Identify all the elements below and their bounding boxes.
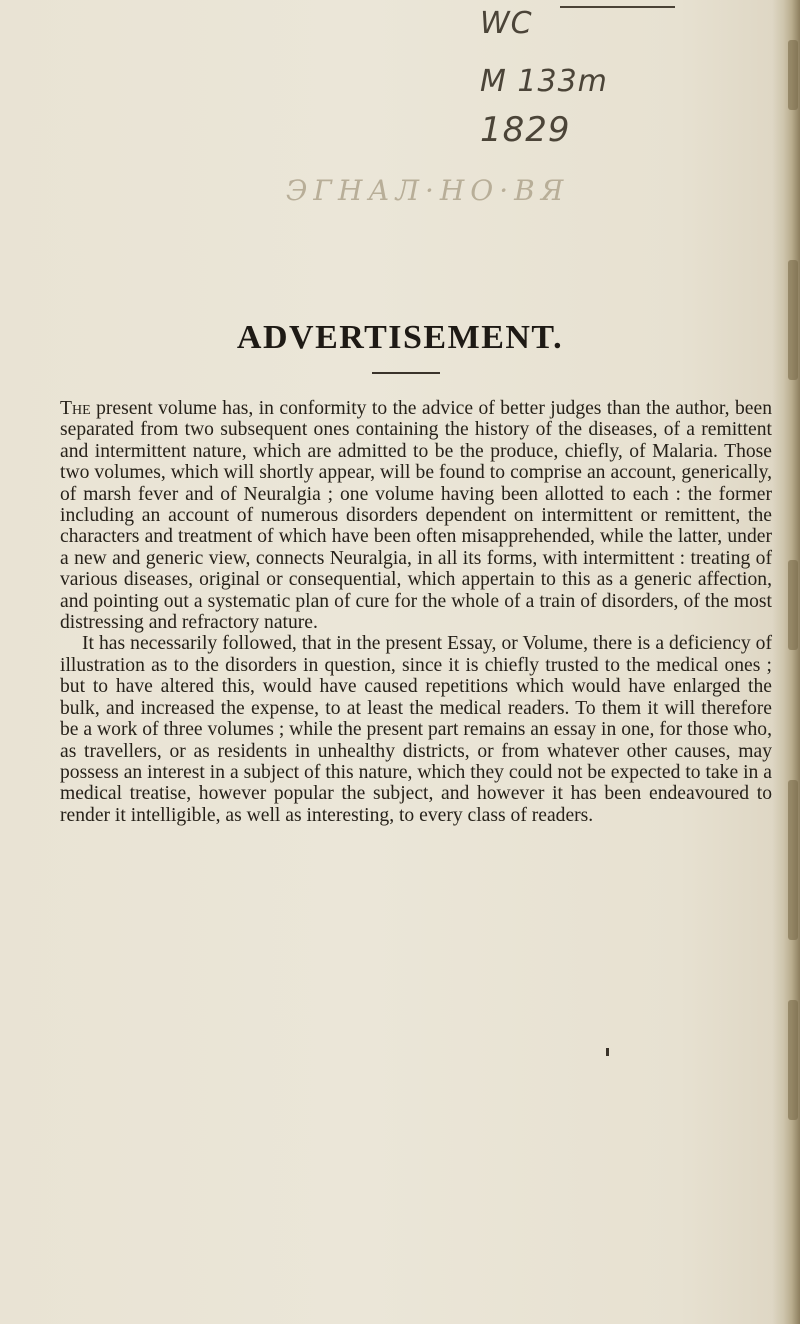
shelfmark-line-1: WC bbox=[480, 6, 533, 41]
top-rule bbox=[560, 6, 675, 8]
paragraph-1 bbox=[60, 398, 772, 633]
ink-mark bbox=[606, 1048, 609, 1056]
paragraph-1-text: present volume has, in conformity to the advice of better judges than the author, been separated from two subsequent ones containing the history of the diseases, of a remittent and intermittent nature, which are admitted to be the produce, chiefly, of Malaria. Those two volumes, which will shortly appear, will be found to comprise an account, generically, of marsh fever and of Neuralgia ; one volume having been allotted to each : the former including an account of numerous disorders dependent on intermittent or remittent, the characters and treatment of which have been often misapprehended, while the latter, under a new and generic view, connects Neuralgia, in all its forms, with intermittent : treating of various diseases, original or consequential, which appertain to this as a generic affection, and pointing out a systematic plan of cure for the whole of a train of disorders, of the most distressing and refractory nature. bbox=[60, 398, 772, 634]
paragraph-2-text: It has necessarily followed, that in the present Essay, or Volume, there is a deficiency of illustration as to the disorders in question, since it is chiefly trusted to the medical ones ; but to have altered this, would have caused repetitions which would have enlarged the bulk, and increased the expense, to at least the medical readers. To them it will therefore be a work of three volumes ; while the present part remains an essay in one, for those who, as travellers, or as residents in unhealthy districts, or from whatever other causes, may possess an interest in a subject of this nature, which they could not be expected to take in a medical treatise, however popular the subject, and however it has been endeavoured to render it intelligible, as well as interesting, to every class of readers. bbox=[60, 633, 772, 826]
title-rule bbox=[372, 372, 440, 374]
shelfmark-line-2: M 133m bbox=[480, 64, 608, 99]
paragraph-1-first-word: The bbox=[60, 398, 91, 419]
page-title: ADVERTISEMENT. bbox=[236, 318, 564, 356]
paragraph-2 bbox=[60, 633, 772, 826]
edge-stain bbox=[788, 260, 798, 380]
advertisement-body bbox=[60, 398, 772, 826]
edge-stain bbox=[788, 40, 798, 110]
edge-stain bbox=[788, 780, 798, 940]
edge-stain bbox=[788, 560, 798, 650]
faded-inscription: ЭГНАЛ·НО·ВЯ bbox=[286, 174, 570, 207]
edge-stain bbox=[788, 1000, 798, 1120]
page-edge-shadow bbox=[772, 0, 800, 1324]
shelfmark-line-3: 1829 bbox=[480, 110, 571, 150]
